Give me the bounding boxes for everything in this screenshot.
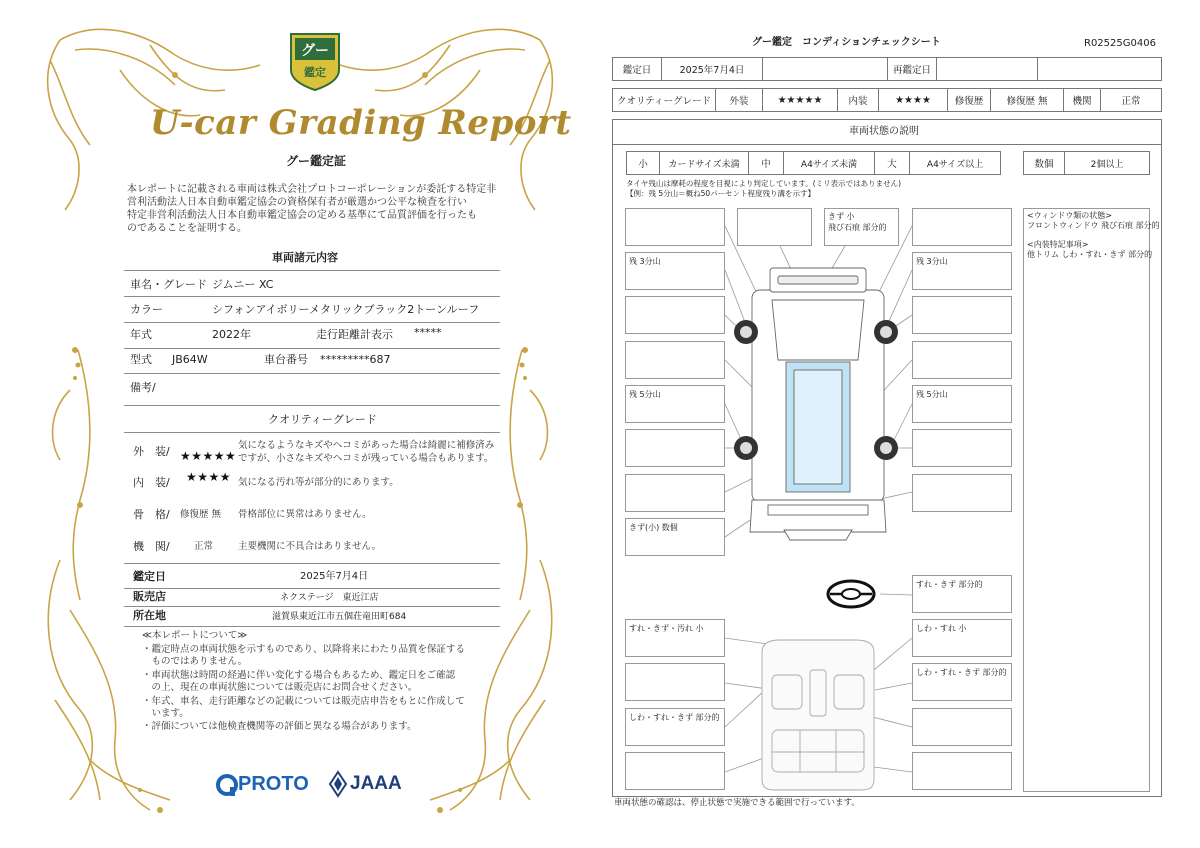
steering-wheel-icon: [828, 581, 874, 607]
int-stars: ★★★★: [878, 88, 948, 112]
interior-heading: <内装特記事項>: [1027, 240, 1089, 249]
interior-desc: 気になる汚れ等が部分的にあります。: [238, 477, 399, 488]
address-label: 所在地: [133, 609, 166, 622]
inspect-date-value: 2025年7月4日: [661, 57, 763, 81]
interior-text: 他トリム しわ・すれ・きず 部分的: [1027, 250, 1153, 259]
note-box: [625, 341, 725, 379]
tire-front-right-icon: [874, 320, 898, 344]
legend-large: 大: [874, 151, 910, 175]
year-value: 2022年: [212, 328, 251, 341]
note-int-mid-right: [912, 663, 1012, 701]
sheet-code: R02525G0406: [1084, 38, 1156, 49]
divider: [124, 563, 500, 564]
note-box: [912, 341, 1012, 379]
engine-value: 正常: [194, 541, 214, 552]
model-label: 型式: [130, 353, 152, 366]
svg-text:グー: グー: [301, 43, 329, 59]
remarks-label: 備考/: [130, 381, 156, 394]
intro-line-3: 特定非営利活動法人日本自動車鑑定協会の定める基準にて品質評価を行ったも: [127, 210, 477, 221]
quality-grade-label: クオリティーグレード: [612, 88, 716, 112]
note-tire-rear-right: [912, 385, 1012, 423]
frame-label: 骨 格/: [133, 508, 170, 521]
shop-value: ネクステージ 東近江店: [280, 593, 379, 603]
color-label: カラー: [130, 303, 163, 316]
svg-text:鑑定: 鑑定: [304, 66, 326, 79]
frame-value: 修復歴 無: [180, 509, 222, 520]
date-label: 鑑定日: [133, 570, 166, 583]
about-line-4: の上、現在の車両状態については販売店にお問合せください。: [142, 682, 418, 693]
note-rear-left: [625, 518, 725, 556]
sheet-title: グー鑑定 コンディションチェックシート: [752, 37, 941, 48]
note-tire-rear-left: [625, 385, 725, 423]
proto-mark-icon: [216, 773, 238, 797]
model-value: JB64W: [172, 353, 208, 366]
divider: [124, 322, 500, 323]
repair-value: 修復歴 無: [990, 88, 1064, 112]
divider: [124, 588, 500, 589]
note-box: [912, 708, 1012, 746]
proto-logo: [216, 772, 316, 798]
goo-kantei-badge-icon: [285, 30, 345, 92]
interior-stars: ★★★★: [186, 470, 232, 484]
ext-label: 外装: [715, 88, 763, 112]
chassis-label: 車台番号: [264, 353, 308, 366]
about-line-5: ・年式、車名、走行距離などの記載については販売店申告をもとに作成して: [142, 696, 465, 707]
note-int-front-right: [912, 619, 1012, 657]
note-int-rear-left: [625, 708, 725, 746]
intro-line-4: のであることを証明する。: [127, 223, 247, 234]
divider: [124, 348, 500, 349]
specs-heading: 車両諸元内容: [272, 251, 338, 264]
legend-count: 数個: [1023, 151, 1065, 175]
name-label: 車名・グレード: [130, 278, 207, 291]
note-int-front-left: [625, 619, 725, 657]
jaaa-mark-icon: [328, 770, 348, 798]
interior-label: 内 装/: [133, 476, 170, 489]
engine-label: 機 関/: [133, 540, 170, 553]
certificate-heading: グー鑑定証: [286, 154, 347, 168]
tire-rear-right-icon: [874, 436, 898, 460]
note-text: 残 3分山: [629, 257, 661, 266]
color-value: シフォンアイボリーメタリックブラック2トーンルーフ: [212, 303, 480, 316]
mileage-label: 走行距離計表示: [316, 328, 393, 341]
exterior-desc-1: 気になるようなキズやヘコミがあった場合は綺麗に補修済み: [238, 440, 495, 451]
condition-check-sheet: [600, 0, 1200, 848]
grade-heading: クオリティーグレード: [268, 413, 377, 426]
about-line-7: ・評価については他検査機関等の評価と異なる場合があります。: [142, 721, 417, 732]
note-box: [737, 208, 812, 246]
reinspect-date-label: 再鑑定日: [887, 57, 937, 81]
note-box: [912, 474, 1012, 512]
divider: [124, 432, 500, 433]
int-label: 内装: [837, 88, 879, 112]
note-text: すれ・きず・汚れ 小: [629, 624, 704, 633]
exterior-label: 外 装/: [133, 445, 170, 458]
inspect-date-label: 鑑定日: [612, 57, 662, 81]
address-value: 滋賀県東近江市五個荘竜田町684: [272, 612, 407, 622]
engine-label: 機関: [1063, 88, 1101, 112]
about-line-1: ・鑑定時点の車両状態を示すものであり、以降将来にわたり品質を保証する: [142, 644, 466, 655]
legend-mid: 中: [748, 151, 784, 175]
note-box: [625, 663, 725, 701]
legend-large-desc: A4サイズ以上: [909, 151, 1001, 175]
engine-value: 正常: [1100, 88, 1162, 112]
intro-line-1: 本レポートに記載される車両は株式会社プロトコーポレーションが委託する特定非: [127, 184, 497, 195]
note-box: [625, 296, 725, 334]
exterior-stars: ★★★★★: [180, 449, 237, 463]
condition-heading: 車両状態の説明: [849, 126, 919, 137]
proto-logo-text: PROTO: [238, 773, 309, 795]
repair-label: 修復歴: [947, 88, 991, 112]
note-text: 残 3分山: [916, 257, 948, 266]
window-heading: <ウィンドウ類の状態>: [1027, 211, 1112, 220]
divider: [124, 270, 500, 271]
about-heading: ≪本レポートについて≫: [142, 630, 248, 641]
about-line-2: ものではありません。: [142, 656, 248, 667]
script-title: U-car Grading Report: [150, 103, 572, 143]
engine-desc: 主要機関に不具合はありません。: [238, 541, 382, 552]
year-label: 年式: [130, 328, 152, 341]
divider: [124, 626, 500, 627]
name-value: ジムニー XC: [212, 278, 274, 291]
tire-note-1: タイヤ残山は摩耗の程度を目視により判定しています。(ミリ表示ではありません): [626, 179, 902, 188]
note-text: すれ・きず 部分的: [916, 580, 983, 589]
frame-desc: 骨格部位に異常はありません。: [238, 509, 372, 520]
tire-note-2: 【例：残 5分山＝概ね50パーセント程度残り溝を示す】: [626, 189, 816, 198]
note-steering: [912, 575, 1012, 613]
date-value: 2025年7月4日: [300, 571, 369, 582]
divider: [124, 373, 500, 374]
note-box: [912, 429, 1012, 467]
bottom-note: 車両状態の確認は、停止状態で実施できる範囲で行っています。: [614, 798, 860, 808]
about-line-6: います。: [142, 708, 189, 719]
tire-front-left-icon: [734, 320, 758, 344]
divider: [124, 405, 500, 406]
note-text: しわ・すれ 小: [916, 624, 967, 633]
note-text: しわ・すれ・きず 部分的: [629, 713, 720, 722]
note-box: [912, 752, 1012, 790]
about-line-3: ・車両状態は時間の経過に伴い変化する場合もあるため、鑑定日をご確認: [142, 670, 456, 681]
jaaa-logo: [328, 770, 408, 798]
legend-small: 小: [626, 151, 660, 175]
exterior-desc-2: ですが、小さなキズやヘコミが残っている場合もあります。: [238, 453, 494, 464]
note-box: [912, 296, 1012, 334]
note-text: 残 5分山: [629, 390, 661, 399]
divider: [124, 606, 500, 607]
shop-label: 販売店: [133, 590, 166, 603]
note-box: [625, 474, 725, 512]
tire-rear-left-icon: [734, 436, 758, 460]
note-text: きず(小) 数個: [629, 523, 678, 532]
note-text: きず 小 飛び石痕 部分的: [828, 212, 887, 232]
note-tire-front-right: [912, 252, 1012, 290]
window-text: フロントウィンドウ 飛び石痕 部分的: [1027, 221, 1160, 230]
note-text: 残 5分山: [916, 390, 948, 399]
intro-line-2: 営利活動法人日本自動車鑑定協会の資格保有者が厳選かつ公平な検査を行い: [127, 197, 467, 208]
chassis-value: *********687: [320, 353, 391, 366]
note-tire-front-left: [625, 252, 725, 290]
note-box: [625, 752, 725, 790]
note-text: しわ・すれ・きず 部分的: [916, 668, 1007, 677]
legend-mid-desc: A4サイズ未満: [783, 151, 875, 175]
note-box: [625, 429, 725, 467]
ext-stars: ★★★★★: [762, 88, 838, 112]
note-box: [912, 208, 1012, 246]
legend-count-desc: 2個以上: [1064, 151, 1150, 175]
note-top-center: [824, 208, 899, 246]
note-box: [625, 208, 725, 246]
mileage-value: *****: [414, 326, 442, 339]
jaaa-logo-text: JAAA: [350, 773, 402, 794]
divider: [124, 296, 500, 297]
legend-small-desc: カードサイズ未満: [659, 151, 749, 175]
